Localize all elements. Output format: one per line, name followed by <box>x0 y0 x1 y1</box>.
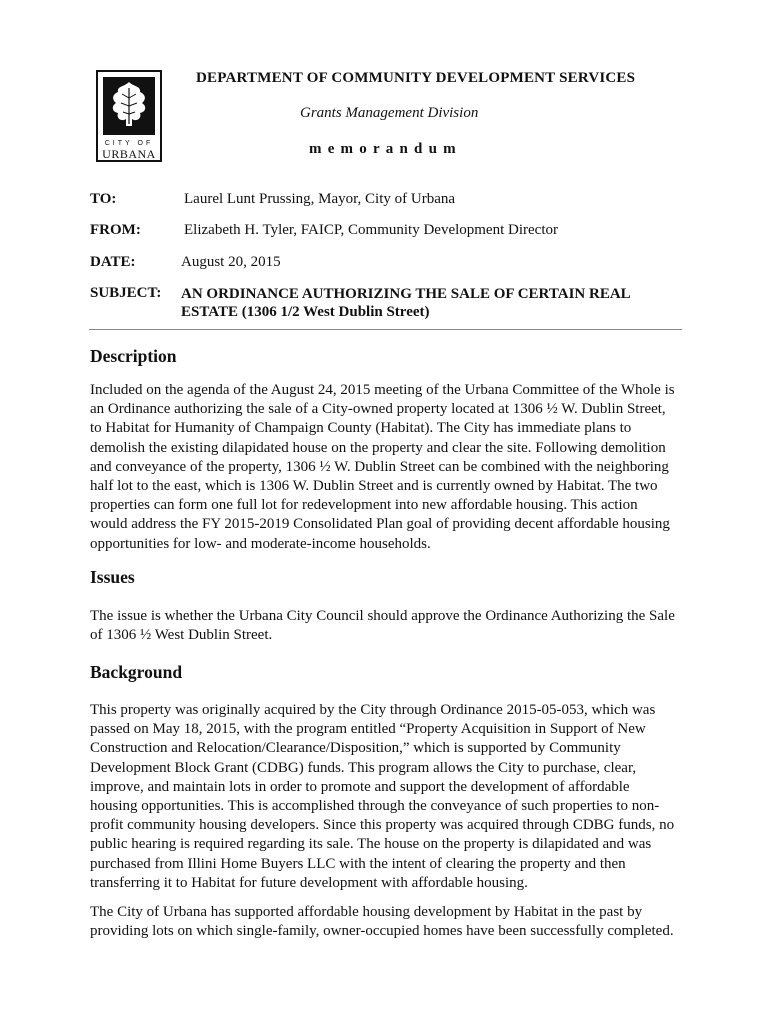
date-value: August 20, 2015 <box>181 254 281 270</box>
paragraph-line: of 1306 ½ West Dublin Street. <box>90 627 273 644</box>
paragraph-line: providing lots on which single-family, owner-occupied homes have been successfully completed. <box>90 923 674 940</box>
paragraph-line: passed on May 18, 2015, with the program entitled “Property Acquisition in Support of New <box>90 721 646 738</box>
from-value: Elizabeth H. Tyler, FAICP, Community Development Director <box>184 222 558 238</box>
paragraph-line: purchased from Illini Home Buyers LLC with the intent of clearing the property and then <box>90 855 626 872</box>
paragraph-line: an Ordinance authorizing the sale of a City-owned property located at 1306 ½ W. Dublin Street, <box>90 401 666 418</box>
paragraph-line: This property was originally acquired by the City through Ordinance 2015-05-053, which was <box>90 702 656 718</box>
paragraph-line: Construction and Relocation/Clearance/Disposition,” which is supported by Community <box>90 740 621 757</box>
subject-label: SUBJECT: <box>90 285 162 301</box>
header-divider <box>89 329 682 330</box>
from-label: FROM: <box>90 222 141 238</box>
paragraph-line: Development Block Grant (CDBG) funds. This program allows the City to purchase, clear, <box>90 759 637 776</box>
issues-paragraph <box>90 607 682 645</box>
paragraph-line: transferring it to Habitat for future development with affordable housing. <box>90 874 528 891</box>
logo-city-of-text: CITY OF <box>104 140 154 147</box>
paragraph-line: improve, and maintain lots in order to promote and support the development of affordable <box>90 778 630 795</box>
to-value: Laurel Lunt Prussing, Mayor, City of Urbana <box>184 191 456 207</box>
background-paragraph-1 <box>90 701 682 893</box>
date-label: DATE: <box>90 254 136 270</box>
division-subtitle: Grants Management Division <box>300 105 479 121</box>
to-label: TO: <box>90 191 117 207</box>
memorandum-title: memorandum <box>309 141 462 157</box>
background-heading: Background <box>90 662 183 682</box>
paragraph-line: The City of Urbana has supported affordable housing development by Habitat in the past by <box>90 904 643 920</box>
subject-value <box>181 285 661 321</box>
subject-line: AN ORDINANCE AUTHORIZING THE SALE OF CERTAIN REAL <box>181 286 631 302</box>
paragraph-line: public hearing is required regarding its sale. The house on the property is dilapidated and was <box>90 836 652 853</box>
description-paragraph <box>90 381 682 554</box>
subject-line: ESTATE (1306 1/2 West Dublin Street) <box>181 304 430 320</box>
paragraph-line: profit community housing developers. Since this property was acquired through CDBG funds, no <box>90 817 675 834</box>
paragraph-line: properties can form one full lot for redevelopment into new affordable housing. This action <box>90 497 638 514</box>
paragraph-line: would address the FY 2015-2019 Consolidated Plan goal of providing decent affordable housing <box>90 516 670 533</box>
paragraph-line: The issue is whether the Urbana City Council should approve the Ordinance Authorizing the Sale <box>90 608 675 624</box>
city-of-urbana-logo <box>96 70 162 162</box>
description-heading: Description <box>90 346 177 366</box>
paragraph-line: and conveyance of the property, 1306 ½ W. Dublin Street can be combined with the neighboring <box>90 458 669 475</box>
paragraph-line: half lot to the east, which is 1306 W. Dublin Street and is currently owned by Habitat. The two <box>90 478 658 495</box>
paragraph-line: to Habitat for Humanity of Champaign County (Habitat). The City has immediate plans to <box>90 420 632 437</box>
leaf-icon <box>98 72 160 138</box>
paragraph-line: Included on the agenda of the August 24, 2015 meeting of the Urbana Committee of the Whole is <box>90 382 675 398</box>
issues-heading: Issues <box>90 567 135 587</box>
logo-urbana-text: URBANA <box>102 147 156 161</box>
background-paragraph-2 <box>90 903 682 941</box>
paragraph-line: demolish the existing dilapidated house on the property and clear the site. Following demolition <box>90 439 666 456</box>
paragraph-line: opportunities for low- and moderate-income households. <box>90 535 431 552</box>
department-title: DEPARTMENT OF COMMUNITY DEVELOPMENT SERVICES <box>196 70 636 86</box>
paragraph-line: housing opportunities. This is accomplished through the conveyance of such properties to non- <box>90 798 660 815</box>
